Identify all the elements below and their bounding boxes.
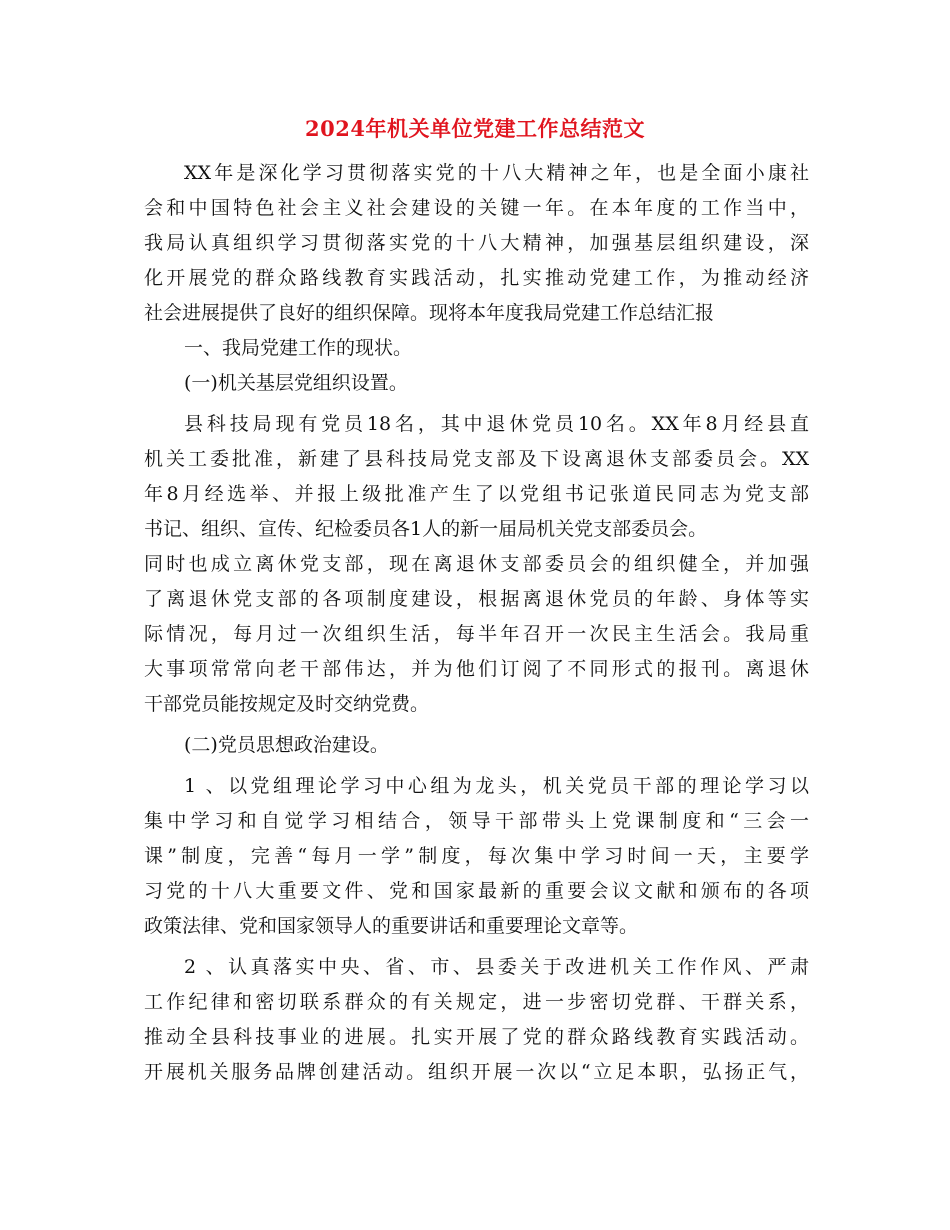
text-line: 了离退休党支部的各项制度建设，根据离退休党员的年龄、身体等实 [144, 588, 809, 610]
text-line: 课”制度，完善“每月一学”制度，每次集中学习时间一天，主要学 [144, 845, 809, 867]
text-line: 2 、认真落实中央、省、市、县委关于改进机关工作作风、严肃 [184, 956, 809, 978]
text-line: 同时也成立离休党支部，现在离退休支部委员会的组织健全，并加强 [144, 553, 809, 575]
paragraph-organization [144, 407, 809, 722]
document-title: 2024年机关单位党建工作总结范文 [305, 116, 645, 141]
text-line: 1 、以党组理论学习中心组为龙头，机关党员干部的理论学习以 [184, 775, 809, 797]
text-line: 干部党员能按规定及时交纳党费。 [144, 693, 430, 715]
text-line: XX年是深化学习贯彻落实党的十八大精神之年，也是全面小康社 [184, 162, 809, 184]
section-heading-1 [144, 331, 809, 366]
paragraph-item-2 [144, 950, 809, 1090]
text-line: 书记、组织、宣传、纪检委员各1人的新一届局机关党支部委员会。 [144, 518, 708, 540]
text-line: 大事项常常向老干部伟达，并为他们订阅了不同形式的报刊。离退休 [144, 658, 809, 680]
text-line: 县科技局现有党员18名，其中退休党员10名。XX年8月经县直 [184, 413, 809, 435]
text-line: 集中学习和自觉学习相结合，领导干部带头上党课制度和“三会一 [144, 810, 809, 832]
text-line: (一)机关基层党组织设置。 [184, 372, 408, 394]
text-line: 际情况，每月过一次组织生活，每半年召开一次民主生活会。我局重 [144, 623, 809, 645]
text-line: (二)党员思想政治建设。 [184, 734, 389, 756]
subsection-heading-2 [144, 728, 809, 763]
text-line: 会和中国特色社会主义社会建设的关键一年。在本年度的工作当中， [144, 197, 809, 219]
text-line: 我局认真组织学习贯彻落实党的十八大精神，加强基层组织建设，深 [144, 232, 809, 254]
text-line: 政策法律、党和国家领导人的重要讲话和重要理论文章等。 [144, 915, 639, 937]
text-line: 一、我局党建工作的现状。 [184, 337, 413, 359]
text-line: 机关工委批准，新建了县科技局党支部及下设离退休支部委员会。XX [144, 448, 809, 470]
text-line: 推动全县科技事业的进展。扎实开展了党的群众路线教育实践活动。 [144, 1026, 809, 1048]
text-line: 工作纪律和密切联系群众的有关规定，进一步密切党群、干群关系， [144, 991, 809, 1013]
document-body [144, 156, 809, 1090]
text-line: 年8月经选举、并报上级批准产生了以党组书记张道民同志为党支部 [144, 483, 809, 505]
paragraph-item-1 [144, 769, 809, 944]
subsection-heading-1 [144, 366, 809, 401]
text-line: 社会进展提供了良好的组织保障。现将本年度我局党建工作总结汇报 [144, 302, 715, 324]
paragraph-intro [144, 156, 809, 331]
text-line: 化开展党的群众路线教育实践活动，扎实推动党建工作，为推动经济 [144, 267, 809, 289]
text-line: 习党的十八大重要文件、党和国家最新的重要会议文献和颁布的各项 [144, 880, 809, 902]
text-line: 开展机关服务品牌创建活动。组织开展一次以“立足本职，弘扬正气， [144, 1061, 809, 1083]
